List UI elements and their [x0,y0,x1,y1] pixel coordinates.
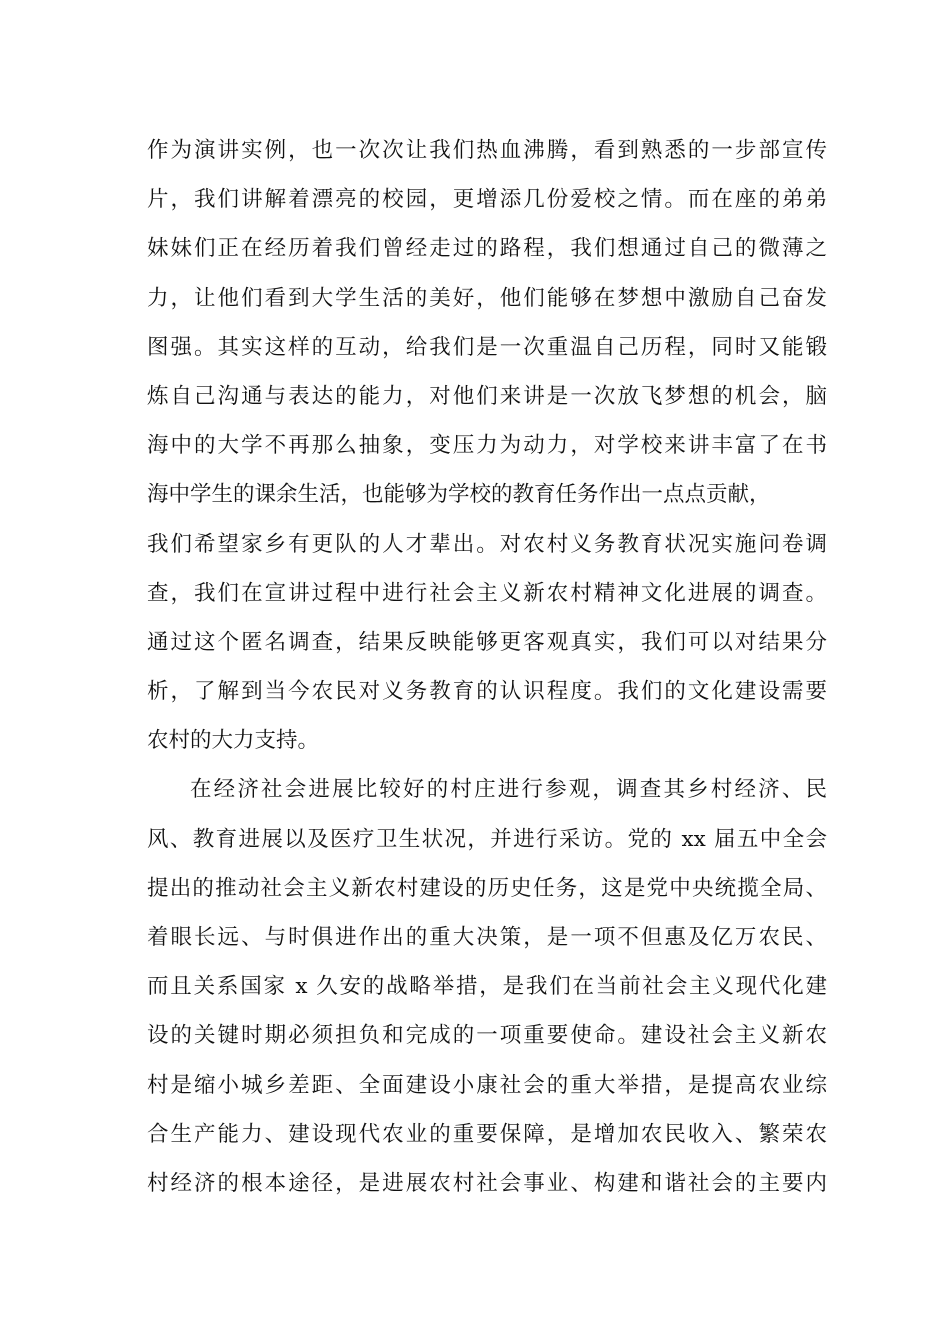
text-line: 合生产能力、建设现代农业的重要保障，是增加农民收入、繁荣农 [147,1121,827,1147]
text-line: 妹妹们正在经历着我们曾经走过的路程，我们想通过自己的微薄之 [147,236,827,262]
text-line: 着眼长远、与时俱进作出的重大决策，是一项不但惠及亿万农民、 [147,925,827,950]
text-line: 图强。其实这样的互动，给我们是一次重温自己历程，同时又能锻 [147,334,827,360]
text-line: 风、教育进展以及医疗卫生状况，并进行采访。党的 xx 届五中全会 [147,826,827,852]
text-line: 炼自己沟通与表达的能力，对他们来讲是一次放飞梦想的机会，脑 [147,383,827,409]
text-line: 海中学生的课余生活，也能够为学校的教育任务作出一点点贡献， [147,482,771,508]
paragraph-2 [147,765,827,1208]
text-line: 片，我们讲解着漂亮的校园，更增添几份爱校之情。而在座的弟弟 [147,187,827,213]
text-line: 海中的大学不再那么抽象，变压力为动力，对学校来讲丰富了在书 [147,433,827,459]
text-line: 提出的推动社会主义新农村建设的历史任务，这是党中央统揽全局、 [147,875,827,901]
text-line: 析，了解到当今农民对义务教育的认识程度。我们的文化建设需要 [147,679,827,705]
text-line: 我们希望家乡有更队的人才辈出。对农村义务教育状况实施问卷调 [147,531,827,557]
paragraph-1 [147,126,827,765]
text-line: 作为演讲实例，也一次次让我们热血沸腾，看到熟悉的一步部宣传 [147,138,827,163]
text-line: 查，我们在宣讲过程中进行社会主义新农村精神文化进展的调查。 [147,580,827,606]
text-line: 设的关键时期必须担负和完成的一项重要使命。建设社会主义新农 [147,1023,827,1049]
text-line: 力，让他们看到大学生活的美好，他们能够在梦想中激励自己奋发 [147,285,827,311]
body-text [147,126,827,1208]
text-line: 农村的大力支持。 [147,728,320,754]
text-line: 村经济的根本途径，是进展农村社会事业、构建和谐社会的主要内 [147,1170,827,1196]
text-line: 在经济社会进展比较好的村庄进行参观，调查其乡村经济、民 [190,777,827,803]
text-line: 而且关系国家 x 久安的战略举措，是我们在当前社会主义现代化建 [147,974,827,1000]
text-line: 村是缩小城乡差距、全面建设小康社会的重大举措，是提高农业综 [147,1072,827,1098]
text-line: 通过这个匿名调查，结果反映能够更客观真实，我们可以对结果分 [147,629,827,655]
